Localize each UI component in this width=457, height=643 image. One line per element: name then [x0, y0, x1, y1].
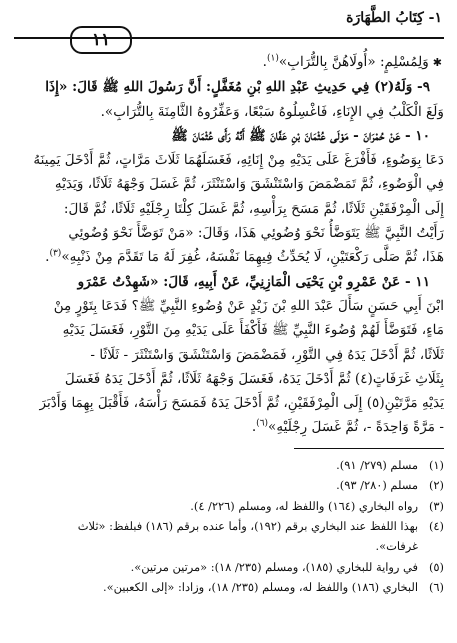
- footnote-item: [14, 496, 444, 516]
- text-line: ابْنَ أَبِي حَسَنٍ سَأَلَ عَبْدَ اللهِ بْنَ زَيْدٍ عَنْ وُضُوءِ النَّبِيِّ ﷺ؟ فَدَعَا بِتَوْرٍ مِنْ: [53, 297, 444, 314]
- footnote-number: (٥): [428, 559, 444, 574]
- footnote-text: مسلم (٢٨٠/ ٩٣).: [336, 478, 418, 493]
- footnote-text: مسلم (٢٧٩/ ٩١).: [336, 457, 418, 472]
- hadith-11-line: ١١ - عَنْ عَمْرِو بْنِ يَحْيَى الْمَازِنِيِّ، عَنْ أَبِيهِ، قَالَ: «شَهِدْتُ عَمْرَو: [77, 273, 430, 290]
- text-line: ✱وَلِمُسْلِمٍ: «أُولَاهُنَّ بِالتُّرَابِ»$^{(١)}$.: [262, 53, 442, 70]
- page-number-badge: [70, 26, 132, 54]
- footnote-number: (٢): [428, 478, 444, 493]
- header-divider: [14, 37, 444, 39]
- text-line: - مَرَّةً وَاحِدَةً -، ثُمَّ غَسَلَ رِجْلَيْهِ»$^{(٦)}$.: [251, 418, 444, 436]
- book-page: [14, 8, 444, 636]
- text-line: فِي الْوَضُوءِ، ثُمَّ تَمَضْمَضَ وَاسْتَنْشَقَ وَاسْتَنْثَرَ، ثُمَّ غَسَلَ وَجْهَهُ ثَلَاثًا، وَيَدَيْهِ: [54, 176, 444, 193]
- footnote-item: [14, 577, 444, 597]
- footnote-text: بهذا اللفظ عند البخاري برقم (١٩٢)، وأما عنده برقم (١٨٦) فبلفظ: «ثلاث: [77, 518, 418, 533]
- page-number: ١١: [91, 30, 111, 50]
- text-line: إِلَى الْمِرْفَقَيْنِ ثَلَاثًا، ثُمَّ مَسَحَ بِرَأْسِهِ، ثُمَّ غَسَلَ كِلْتَا رِجْلَيْهِ ثَلَاثًا، ثُمَّ قَالَ:: [63, 200, 444, 217]
- chapter-title: ١- كِتَابُ الطَّهَارَة: [346, 10, 442, 26]
- footnote-item: [14, 475, 444, 495]
- text-line: هَذَا، ثُمَّ صَلَّى رَكْعَتَيْنِ، لَا يُحَدِّثُ فِيهِمَا نَفْسَهُ، غُفِرَ لَهُ مَا تَقَدَّمَ مِنْ ذَنْبِهِ»$^{(٣)}$.: [45, 248, 444, 266]
- text-line: رَأَيْتُ النَّبِيَّ ﷺ يَتَوَضَّأُ نَحْوَ وُضُوئِي هَذَا، وَقَالَ: «مَنْ تَوَضَّأَ نَحْوَ وُضُوئِي: [68, 225, 444, 242]
- footnote-number: (٣): [428, 498, 444, 513]
- footnote-continuation: غرفات».: [375, 539, 418, 554]
- footnote-text: البخاري (١٨٦) واللفظ له، ومسلم (٢٣٥/ ١٨)، وزادا: «إلى الكعبين».: [103, 580, 418, 595]
- footnote-item: [14, 516, 444, 536]
- footnote-number: (٦): [428, 580, 444, 595]
- text-line: وَلَغَ الْكَلْبُ فِي الإِنَاءِ، فَاغْسِلُوهُ سَبْعًا، وَعَفِّرُوهُ الثَّامِنَةَ بِالتُّرَابِ».: [100, 103, 444, 120]
- footnote-ref: (٣): [49, 248, 62, 259]
- hadith-9-line: ٩- وَلَهُ(٢) فِي حَدِيثِ عَبْدِ اللهِ بْنِ مُغَفَّلٍ: أَنَّ رَسُولَ اللهِ ﷺ قَالَ: «إِذَا: [45, 79, 430, 96]
- text-line: ثَلَاثًا، ثُمَّ أَدْخَلَ يَدَهُ فِي التَّوْرِ، فَمَضْمَضَ وَاسْتَنْشَقَ وَاسْتَنْثَرَ - ثَلَاثًا -: [90, 346, 444, 363]
- footnote-number: (٤): [428, 518, 444, 533]
- star-icon: ✱: [432, 56, 442, 69]
- footnote-number: (١): [428, 457, 444, 472]
- footnote-divider: [294, 448, 444, 449]
- hadith-10-line: ١٠ - عَنْ حُمْرَانَ - مَوْلَى عُثْمَانَ بْنِ عَفَّانَ ﷺ أَنَّهُ رَأَى عُثْمَانَ ﷺ: [171, 127, 430, 144]
- text-line: دَعَا بِوَضُوءٍ، فَأَفْرَغَ عَلَى يَدَيْهِ مِنْ إِنَائِهِ، فَغَسَلَهُمَا ثَلَاثَ مَرَّاتٍ، ثُمَّ أَدْخَلَ يَمِينَهُ: [33, 152, 444, 169]
- footnote-item: [14, 557, 444, 577]
- page-header: [14, 8, 444, 50]
- footnote-item: [14, 455, 444, 475]
- text-line: مَاءٍ، فَتَوَضَّأَ لَهُمْ وُضُوءَ النَّبِيِّ ﷺ فَأَكْفَأَ عَلَى يَدَيْهِ مِنَ التَّوْرِ، فَغَسَلَ يَدَيْهِ: [62, 322, 444, 339]
- text-line: يَدَيْهِ مَرَّتَيْنِ(٥) إِلَى الْمِرْفَقَيْنِ، ثُمَّ أَدْخَلَ يَدَهُ فَمَسَحَ رَأْسَهُ، فَأَقْبَلَ بِهِمَا وَأَدْبَرَ: [39, 395, 444, 412]
- footnotes: [14, 455, 444, 598]
- footnote-ref: (٦): [256, 418, 269, 429]
- footnote-text: في رواية للبخاري (١٨٥)، ومسلم (٢٣٥/ ١٨): «مرتين مرتين».: [130, 559, 418, 574]
- text-line: بِثَلَاثِ غَرَفَاتٍ(٤) ثُمَّ أَدْخَلَ يَدَهُ، فَغَسَلَ وَجْهَهُ ثَلَاثًا، ثُمَّ أَدْخَلَ يَدَهُ فَغَسَلَ: [64, 370, 444, 387]
- footnote-text: رواه البخاري (١٦٤) واللفظ له، ومسلم (٢٢٦/ ٤).: [190, 498, 418, 513]
- main-text: [14, 50, 444, 440]
- footnote-ref: (١): [266, 53, 279, 64]
